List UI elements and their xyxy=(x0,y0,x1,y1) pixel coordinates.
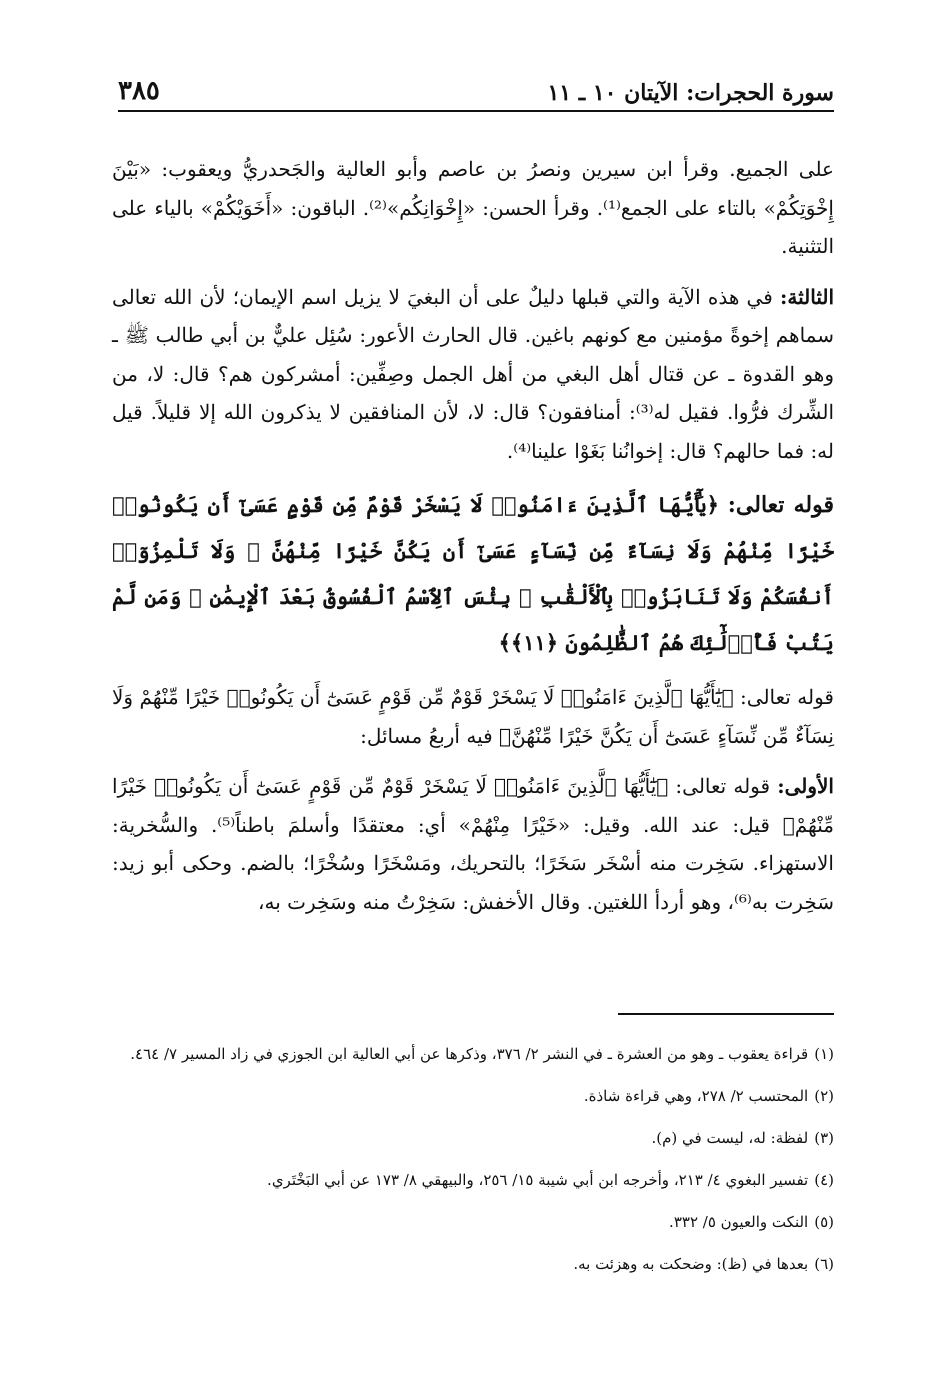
footnote-text: تفسير البغوي ٤/ ٢١٣، وأخرجه ابن أبي شيبة ١٥/ ٢٥٦، والبيهقي ٨/ ١٧٣ عن أبي البَخْتَري. xyxy=(267,1171,809,1189)
footnote-text: لفظة: له، ليست في (م). xyxy=(651,1129,809,1147)
paragraph-text: قوله تعالى: ﴿يَٰٓأَيُّهَا ٱلَّذِينَ ءَامَنُوا۟ لَا يَسْخَرْ قَوْمٌ مِّن قَوْمٍ عَسَىٰٓ أَن يَكُونُوا۟ خَيْرًا مِّنْهُمْ﴾ قيل: عند الله. وقيل: «خَيْرًا مِنْهُمْ» أي: معتقدًا وأسلمَ باطناً⁽⁵⁾. والسُّخرية: الاستهزاء. سَخِرت منه أسْخَر سَخَرًا؛ بالتحريك، ومَسْخَرًا وسُخْرًا؛ بالضم. وحكى أبو زيد: سَخِرت به⁽⁶⁾، وهو أردأ اللغتين. وقال الأخفش: سَخِرْتُ منه وسَخِرت به، xyxy=(112,774,834,914)
main-text xyxy=(112,150,834,933)
footnote-text: بعدها في (ظ): وضحكت به وهزئت به. xyxy=(573,1255,809,1273)
page-number: ٣٨٥ xyxy=(118,76,160,106)
issue-heading: الثالثة: xyxy=(779,284,834,309)
paragraph-first-issue xyxy=(112,767,834,921)
footnote xyxy=(112,1082,834,1110)
footnote-number: (٤) xyxy=(814,1171,834,1189)
page-header xyxy=(118,62,834,112)
footnote-text: قراءة يعقوب ـ وهو من العشرة ـ في النشر ٢/ ٣٧٦، وذكرها عن أبي العالية ابن الجوزي في زاد المسير ٧/ ٤٦٤. xyxy=(130,1045,809,1063)
footnote-number: (٣) xyxy=(814,1129,834,1147)
footnote xyxy=(112,1124,834,1152)
footnote xyxy=(112,1040,834,1068)
paragraph-text: في هذه الآية والتي قبلها دليلٌ على أن البغيَ لا يزيل اسم الإيمان؛ لأن الله تعالى سماهم إخوةً مؤمنين مع كونهم باغين. قال الحارث الأعور: سُئِل عليٌّ بن أبي طالب ﷺ ـ وهو القدوة ـ عن قتال أهل البغي من أهل الجمل وصِفِّين: أمشركون هم؟ قال: لا، من الشِّرك فرُّوا. فقيل له⁽³⁾: أمنافقون؟ قال: لا، لأن المنافقين لا يذكرون الله إلا قليلاً. قيل له: فما حالهم؟ قال: إخوانُنا بَغَوْا علينا⁽⁴⁾. xyxy=(112,284,835,463)
footnote xyxy=(112,1208,834,1236)
footnote-text: النكت والعيون ٥/ ٣٣٢. xyxy=(669,1213,809,1231)
footnote-number: (٦) xyxy=(814,1255,834,1273)
footnote-number: (٥) xyxy=(814,1213,834,1231)
footnote-text: المحتسب ٢/ ٢٧٨، وهي قراءة شاذة. xyxy=(583,1087,809,1105)
running-title: سورة الحجرات: الآيتان ١٠ ـ ١١ xyxy=(547,80,834,106)
footnote-divider xyxy=(618,1013,834,1015)
verse-text: ﴿يَٰٓأَيُّهَا ٱلَّذِينَ ءَامَنُوا۟ لَا يَسْخَرْ قَوْمٌ مِّن قَوْمٍ عَسَىٰٓ أَن يَكُونُوا۟ خَيْرًا مِّنْهُمْ وَلَا نِسَآءٌ مِّن نِّسَآءٍ عَسَىٰٓ أَن يَكُنَّ خَيْرًا مِّنْهُنَّ ۖ وَلَا تَلْمِزُوٓا۟ أَنفُسَكُمْ وَلَا تَنَابَزُوا۟ بِٱلْأَلْقَٰبِ ۖ بِئْسَ ٱلِٱسْمُ ٱلْفُسُوقُ بَعْدَ ٱلْإِيمَٰنِ ۚ وَمَن لَّمْ يَتُبْ فَأُو۟لَٰٓئِكَ هُمُ ٱلظَّٰلِمُونَ ﴿١١﴾﴾ xyxy=(112,492,834,655)
footnotes-list xyxy=(112,1040,834,1292)
footnote-number: (١) xyxy=(814,1045,834,1063)
footnote xyxy=(112,1250,834,1278)
quran-verse-block xyxy=(112,482,834,666)
paragraph-text: على الجميع. وقرأ ابن سيرين ونصرُ بن عاصم وأبو العالية والجَحدريُّ ويعقوب: «بَيْنَ إِخْوَتِكُمْ» بالتاء على الجمع⁽¹⁾. وقرأ الحسن: «إِخْوَانِكُم»⁽²⁾. الباقون: «أَخَوَيْكُمْ» بالياء على التثنية. xyxy=(112,157,834,258)
paragraph-readings xyxy=(112,150,834,266)
paragraph-issues-intro xyxy=(112,678,834,755)
footnote xyxy=(112,1166,834,1194)
paragraph-third-issue xyxy=(112,278,834,471)
issue-heading: الأولى: xyxy=(777,774,834,798)
paragraph-text: قوله تعالى: ﴿يَٰٓأَيُّهَا ٱلَّذِينَ ءَامَنُوا۟ لَا يَسْخَرْ قَوْمٌ مِّن قَوْمٍ عَسَىٰٓ أَن يَكُونُوا۟ خَيْرًا مِّنْهُمْ وَلَا نِسَآءٌ مِّن نِّسَآءٍ عَسَىٰٓ أَن يَكُنَّ خَيْرًا مِّنْهُنَّ﴾ فيه أربعُ مسائل: xyxy=(112,685,834,748)
footnote-number: (٢) xyxy=(814,1087,834,1105)
verse-intro: قوله تعالى: xyxy=(727,492,834,518)
